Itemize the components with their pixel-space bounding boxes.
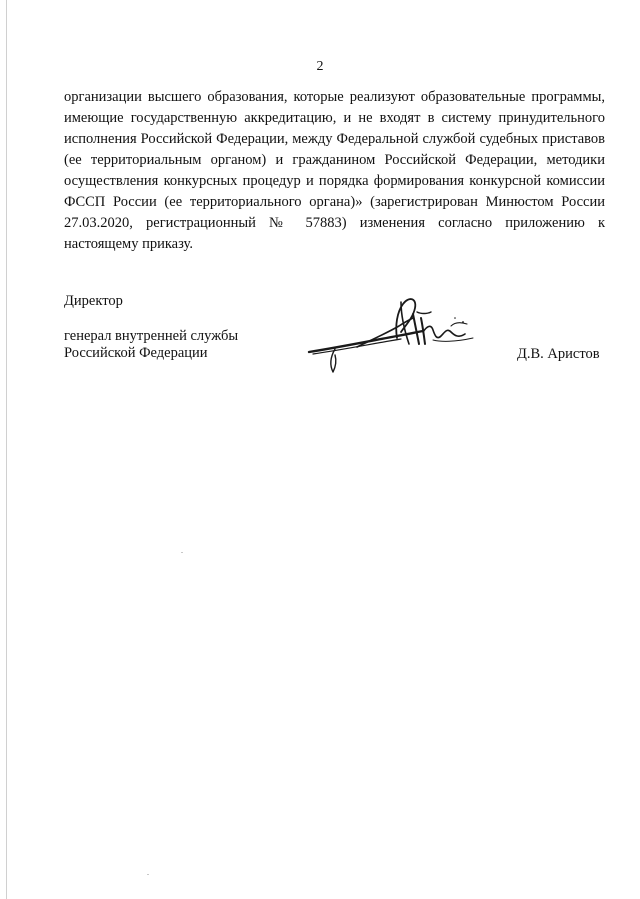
scan-speck — [181, 552, 183, 553]
page-number: 2 — [316, 59, 324, 74]
signer-rank-line-2: Российской Федерации — [64, 345, 208, 361]
signer-name: Д.В. Аристов — [517, 346, 600, 362]
signer-rank-line-1: генерал внутренней службы — [64, 328, 239, 344]
handwritten-signature-icon — [305, 292, 485, 374]
scan-edge-line — [6, 0, 7, 899]
scan-speck — [147, 874, 149, 875]
body-paragraph: организации высшего образования, которые реализуют образовательные программы, имеющие государственную аккредитацию, и не входят в систему принудительного исполнения Российской Федерации, между Федеральной службой судебных приставов (ее территориальным органом) и гражданином Российской Федерации, методики осуществления конкурсных процедур и порядка формирования конкурсной комиссии ФССП России (ее территориального органа)» (зарегистрирован Минюстом России 27.03.2020, регистрационный № 57883) изменения согласно приложению к настоящему приказу. — [64, 89, 605, 252]
signer-position: Директор — [64, 293, 123, 309]
